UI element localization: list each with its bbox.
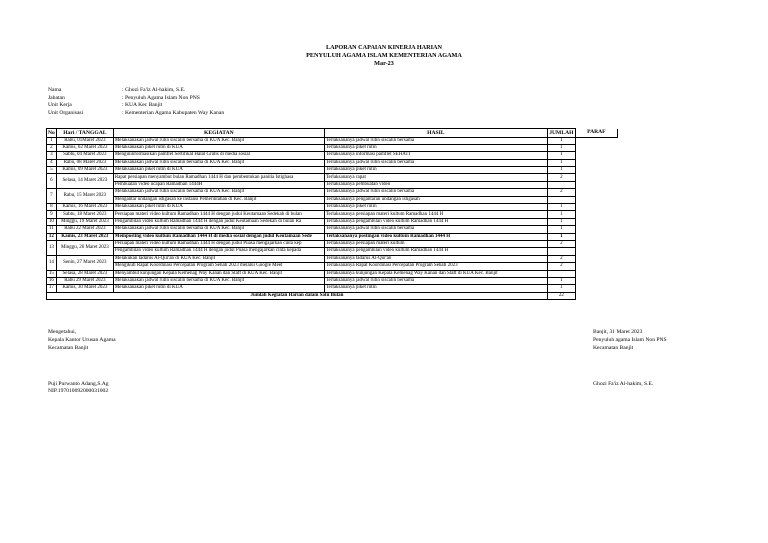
row-activity: Pengambilan video kultum Ramadhan 1444 H dengan judul Keutamaan Sedekah di bulan Ra	[113, 218, 324, 225]
row-date: Selasa, 14 Maret 2023	[56, 174, 113, 189]
row-paraf	[575, 144, 617, 151]
row-activity: Persiapan materi video kultum Ramadhan 1444 H dengan judul Keutamaan Sedekah di bulan	[113, 211, 324, 218]
row-date: Sabtu, 18 Maret 2023	[56, 211, 113, 218]
row-number: 15	[47, 270, 57, 277]
row-paraf	[575, 248, 617, 255]
table-row	[47, 159, 618, 166]
signer-right	[593, 381, 653, 388]
report-subtitle: PENYULUH AGAMA ISLAM KEMENTERIAN AGAMA	[306, 52, 462, 59]
row-activity: Melaksanakan jadwal rutin siscalin bersama di KUA Kec. Banjit	[113, 159, 324, 166]
signature-block-right: Banjit, 31 Maret 2023 Penyuluh agama Islam Non PNS Kecamatan Banjit	[593, 329, 667, 351]
row-date: Kamis, 23 Maret 2023	[56, 233, 113, 240]
row-result: Terlaksananya pengambilan video kultum Ramadhan 1444 H	[324, 248, 547, 255]
table-row	[47, 189, 618, 196]
row-paraf	[575, 152, 617, 159]
row-activity: Menyambut kunjungan Kepala Kemenag Way Kanan dan Staff di KUA Kec. Banjit	[113, 270, 324, 277]
table-row	[47, 233, 618, 240]
row-result: Terlaksananya pengambilan video kultum Ramadhan 1444 H	[324, 218, 547, 225]
row-number: 7	[47, 189, 57, 204]
row-result: Terlaksananya piket rutin	[324, 204, 547, 211]
row-activity: Melakukan tadarus Al-Qur'an di KUA Kec. Banjit	[113, 255, 324, 262]
total-row	[47, 292, 618, 299]
info-row: Nama : Ghozi Fa'iz Al-hakim, S.E.	[48, 87, 186, 93]
total-paraf	[575, 292, 617, 299]
row-paraf	[575, 255, 617, 262]
activity-table	[46, 128, 618, 300]
total-label: Jumlah Kegiatan Harian dalam Satu Bulan	[47, 292, 548, 299]
row-count: 1	[547, 152, 575, 159]
row-number: 6	[47, 174, 57, 189]
row-count	[547, 270, 575, 277]
row-result: Terlaksananya rapat	[324, 174, 547, 181]
col-paraf-header: PARAF	[575, 129, 617, 138]
col-date-header: Hari / TANGGAL	[56, 129, 113, 138]
table-row	[47, 204, 618, 211]
row-number: 8	[47, 204, 57, 211]
info-row: Unit Organisasi : Kementerian Agama Kabupaten Way Kanan	[48, 109, 225, 116]
row-activity: Persiapan materi video kultum Ramadhan 1444 H dengan judul Puasa mengajarkan cinta kep	[113, 240, 324, 247]
table-row	[47, 240, 618, 247]
table-header-row	[47, 129, 618, 138]
col-count-header: JUMLAH	[549, 129, 574, 136]
row-date: Selasa, 28 Maret 2023	[56, 270, 113, 277]
table-row	[47, 181, 618, 188]
row-date: Rabu, 01Maret 2023	[56, 137, 113, 144]
row-paraf	[575, 226, 617, 233]
row-activity: Melaksanakan piket rutin di KUA	[113, 204, 324, 211]
row-activity: Melaksanakan piket rutin di KUA	[113, 167, 324, 174]
row-number: 17	[47, 285, 57, 292]
row-count: 2	[547, 174, 575, 181]
row-count: 1	[547, 285, 575, 292]
row-count: 1	[547, 159, 575, 166]
table-row	[47, 174, 618, 181]
table-row	[47, 285, 618, 292]
row-count: 1	[547, 218, 575, 225]
row-result: Terlaksananya piket rutin	[324, 167, 547, 174]
row-result: Terlaksananya kunjungan Kepala Kemenag Way Kanan dan Staff di KUA Kec. Banjit	[324, 270, 547, 277]
row-activity: Melaksanakan jadwal rutin siscalin bersama di KUA Kec. Banjit	[113, 277, 324, 284]
signer-right-name: Ghozi Fa'iz Al-hakim, S.E.	[593, 381, 654, 387]
row-date: Kamis, 16 Maret 2023	[56, 204, 113, 211]
info-row: Jabatan : Penyuluh Agama Islam Non PNS	[48, 94, 200, 101]
row-paraf	[575, 270, 617, 277]
col-result-header: HASIL	[324, 129, 547, 138]
table-row	[47, 211, 618, 218]
row-number: 13	[47, 240, 57, 255]
row-count: 2	[547, 255, 575, 262]
row-date: Rabu 29 Maret 2023	[56, 277, 113, 284]
row-date: Kamis, 30 Maret 2023	[56, 285, 113, 292]
table-row	[47, 255, 618, 262]
row-date: Minggu, 26 Maret 2023	[56, 240, 113, 255]
row-activity: Melaksanakan piket rutin di KUA	[113, 144, 324, 151]
row-count	[547, 196, 575, 203]
signature-block-left: Mengetahui, Kepala Kantor Urusan Agama Kecamatan Banjit	[48, 329, 116, 351]
table-row	[47, 226, 618, 233]
row-activity: Mengininformasikan pamflet Sertifikat Halal Gratis di media sosial	[113, 152, 324, 159]
row-number: 14	[47, 255, 57, 270]
row-activity: Mengantar undangan istigasah ke instansi Pemerintahan di Kec. Banjit	[113, 196, 324, 203]
row-paraf	[575, 159, 617, 166]
row-number: 3	[47, 152, 57, 159]
row-number: 4	[47, 159, 57, 166]
table-row	[47, 270, 618, 277]
row-count: 1	[547, 233, 575, 240]
row-count: 2	[547, 240, 575, 247]
row-number: 10	[47, 218, 57, 225]
signer-left-nip: NIP.197010092000031002	[48, 388, 109, 394]
row-activity: Melaksanakan jadwal rutin siscalin bersama di KUA Kec. Banjit	[113, 189, 324, 196]
report-period: Mar-23	[374, 60, 394, 67]
row-result: Terlaksananya persiapan materi kultum Ramadhan 1444 H	[324, 211, 547, 218]
row-number: 12	[47, 233, 57, 240]
row-activity: Memposting video kultum Ramadhan 1444 H di media sosial dengan judul Keutamaan Sede	[113, 233, 324, 240]
table-row	[47, 196, 618, 203]
row-result: Terlaksananya jadwal rutin siscalin bersama	[324, 277, 547, 284]
row-result: Terlaksananya piket rutin	[324, 144, 547, 151]
row-paraf	[575, 285, 617, 292]
row-number: 16	[47, 277, 57, 284]
row-paraf	[575, 167, 617, 174]
col-no-header: No	[48, 129, 55, 136]
row-date: Senin, 27 Maret 2023	[56, 255, 113, 270]
row-activity: Melaksanakan jadwal rutin siscalin bersama di KUA Kec. Banjit	[113, 226, 324, 233]
table-row	[47, 248, 618, 255]
row-result: Terlaksananya pembuatan video	[324, 181, 547, 188]
row-count: 1	[547, 277, 575, 284]
row-result: Terlaksananya postingan video kultum Ramadhan 1444 H	[324, 233, 547, 240]
row-count: 1	[547, 144, 575, 151]
row-paraf	[575, 240, 617, 247]
row-paraf	[575, 204, 617, 211]
row-activity: Rapat persiapan menyambut bulan Ramadhan 1444 H dan pembentukan panitia Istighasa	[113, 174, 324, 181]
row-activity: Pembuatan video ucapan Ramadhan 1444H	[113, 181, 324, 188]
table-row	[47, 137, 618, 144]
report-title: LAPORAN CAPAIAN KINERJA HARIAN	[326, 44, 442, 51]
signer-left-name: Puji Purwanto Adang,S.Ag	[48, 381, 109, 387]
row-count: 1	[547, 167, 575, 174]
table-row	[47, 218, 618, 225]
signer-left	[48, 381, 109, 395]
row-result: Terlaksananya jadwal rutin siscalin bersama	[324, 137, 547, 144]
row-count: 1	[547, 211, 575, 218]
row-result: Terlaksananya informasi pamflet SEHATI	[324, 152, 547, 159]
row-date: Sabtu, 04 Maret 2023	[56, 152, 113, 159]
row-activity: Pengambilan video kultum Ramadhan 1444 H dengan judul Puasa mengajarkan cinta kepada	[113, 248, 324, 255]
row-paraf	[575, 263, 617, 270]
row-number: 9	[47, 211, 57, 218]
row-number: 5	[47, 167, 57, 174]
row-date: Rabu, 15 Maret 2023	[56, 189, 113, 204]
row-result: Terlaksananya persiapan materi kultum	[324, 240, 547, 247]
row-activity: Melaksanakan jadwal rutin siscalin bersama di KUA Kec. Banjit	[113, 137, 324, 144]
table-row	[47, 277, 618, 284]
total-value: 22	[547, 292, 575, 299]
row-count: 1	[547, 226, 575, 233]
row-date: Rabu, 08 Maret 2023	[56, 159, 113, 166]
row-count: 1	[547, 137, 575, 144]
row-result: Terlaksananya tadarus Al-Qur'an	[324, 255, 547, 262]
row-paraf	[575, 137, 617, 144]
row-number: 1	[47, 137, 57, 144]
row-paraf	[575, 189, 617, 196]
row-count: 2	[547, 263, 575, 270]
report-header	[0, 44, 768, 68]
row-date: Kamis, 02 Maret 2023	[56, 144, 113, 151]
row-activity: Mengikuti Rapat Koordinasi Percepatan Program Sehati 2023 melalui Google Meet	[113, 263, 324, 270]
row-number: 2	[47, 144, 57, 151]
employee-info	[48, 87, 322, 117]
row-paraf	[575, 174, 617, 181]
table-row	[47, 144, 618, 151]
table-row	[47, 167, 618, 174]
row-paraf	[575, 181, 617, 188]
row-paraf	[575, 218, 617, 225]
row-count	[547, 248, 575, 255]
table-body	[47, 137, 618, 300]
row-result: Terlaksananya jadwal rutin siscalin bersama	[324, 226, 547, 233]
row-activity: Melaksanakan piket rutin di KUA	[113, 285, 324, 292]
row-paraf	[575, 277, 617, 284]
row-paraf	[575, 233, 617, 240]
row-paraf	[575, 211, 617, 218]
row-count: 2	[547, 189, 575, 196]
info-row: Unit Kerja : KUA Kec Banjit	[48, 102, 163, 109]
col-activity-header: KEGIATAN	[113, 129, 324, 138]
row-result: Terlaksananya jadwal rutin siscalin bersama	[324, 159, 547, 166]
row-paraf	[575, 196, 617, 203]
row-result: Terlaksananya jadwal rutin siscalin bersama	[324, 189, 547, 196]
row-count	[547, 181, 575, 188]
row-date: Kamis, 09 Maret 2023	[56, 167, 113, 174]
row-count: 1	[547, 204, 575, 211]
row-date: Rabu 22 Maret 2023	[56, 226, 113, 233]
table-row	[47, 263, 618, 270]
row-result: Terlaksananya Rapat Koordinasi Percepatan Program Sehati 2023	[324, 263, 547, 270]
table-row	[47, 152, 618, 159]
row-date: Minggu, 19 Maret 2023	[56, 218, 113, 225]
row-result: Terlaksananya piket rutin	[324, 285, 547, 292]
row-result: Terlaksananya pengantaran undangan istigasah	[324, 196, 547, 203]
row-number: 11	[47, 226, 57, 233]
